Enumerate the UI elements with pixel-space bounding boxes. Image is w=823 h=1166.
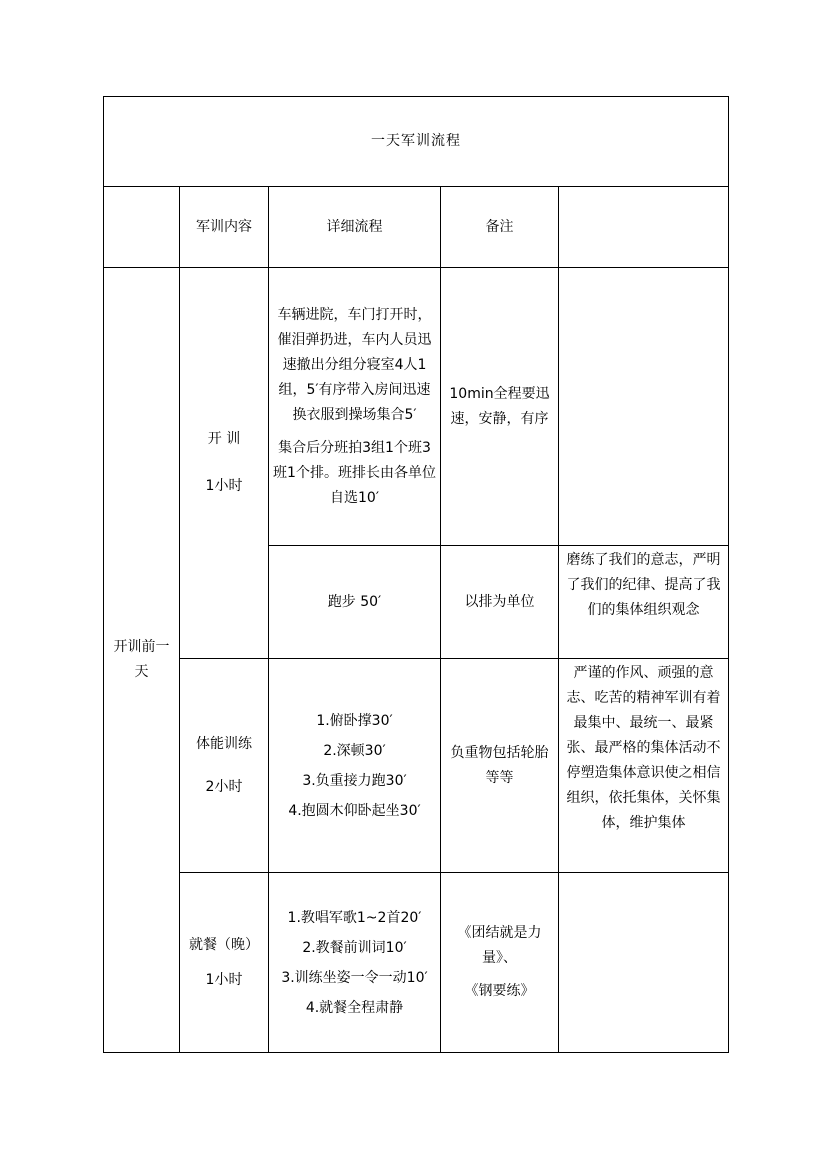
flow-cell — [269, 268, 441, 546]
table-row — [104, 268, 729, 546]
flow-item: 2.教餐前训词10′ — [302, 939, 407, 956]
flow-item: 4.抱圆木仰卧起坐30′ — [288, 802, 421, 819]
flow-item: 3.负重接力跑30′ — [302, 772, 407, 789]
extra-cell — [559, 268, 729, 546]
section-duration: 2小时 — [205, 778, 243, 795]
flow-text: 集合后分班拍3组1个班3班1个排。班排长由各单位自选10′ — [273, 439, 436, 506]
section-duration: 1小时 — [205, 971, 243, 988]
header-note: 备注 — [441, 187, 559, 268]
note-cell: 负重物包括轮胎等等 — [441, 659, 559, 873]
flow-item: 1.俯卧撑30′ — [316, 712, 393, 729]
extra-cell: 磨练了我们的意志，严明了我们的纪律、提高了我们的集体组织观念 — [559, 546, 729, 659]
extra-cell — [559, 873, 729, 1053]
flow-item: 1.教唱军歌1~2首20′ — [287, 909, 422, 926]
note-text: 《钢要练》 — [464, 983, 535, 999]
table-row — [104, 659, 729, 873]
note-cell: 以排为单位 — [441, 546, 559, 659]
note-cell — [441, 873, 559, 1053]
section-cell — [180, 268, 269, 659]
header-content: 军训内容 — [180, 187, 269, 268]
note-text: 《团结就是力量》、 — [457, 925, 542, 966]
section-name: 体能训练 — [196, 735, 252, 752]
section-name: 就餐（晚） — [189, 936, 259, 953]
extra-cell: 严谨的作风、顽强的意志、吃苦的精神军训有着最集中、最统一、最紧张、最严格的集体活动不停塑造集体意识使之相信组织，依托集体，关怀集体，维护集体 — [559, 659, 729, 873]
training-schedule-table — [103, 96, 729, 1053]
flow-item: 2.深顿30′ — [323, 742, 386, 759]
flow-item: 4.就餐全程肃静 — [305, 999, 404, 1016]
flow-cell — [269, 659, 441, 873]
section-duration: 1小时 — [205, 478, 243, 494]
flow-cell — [269, 873, 441, 1053]
note-cell: 10min全程要迅速，安静，有序 — [441, 268, 559, 546]
flow-cell: 跑步 50′ — [269, 546, 441, 659]
section-cell — [180, 659, 269, 873]
section-name: 开 训 — [207, 431, 241, 447]
header-extra — [559, 187, 729, 268]
header-row — [104, 187, 729, 268]
day-label: 开训前一天 — [104, 268, 180, 1053]
page-title: 一天军训流程 — [104, 97, 729, 187]
table-row — [104, 873, 729, 1053]
header-flow: 详细流程 — [269, 187, 441, 268]
section-cell — [180, 873, 269, 1053]
flow-text: 车辆进院，车门打开时，催泪弹扔进，车内人员迅速撤出分组分寝室4人1组，5′有序带入房间迅速换衣服到操场集合5′ — [277, 306, 432, 423]
flow-item: 3.训练坐姿一令一动10′ — [281, 969, 428, 986]
header-blank — [104, 187, 180, 268]
